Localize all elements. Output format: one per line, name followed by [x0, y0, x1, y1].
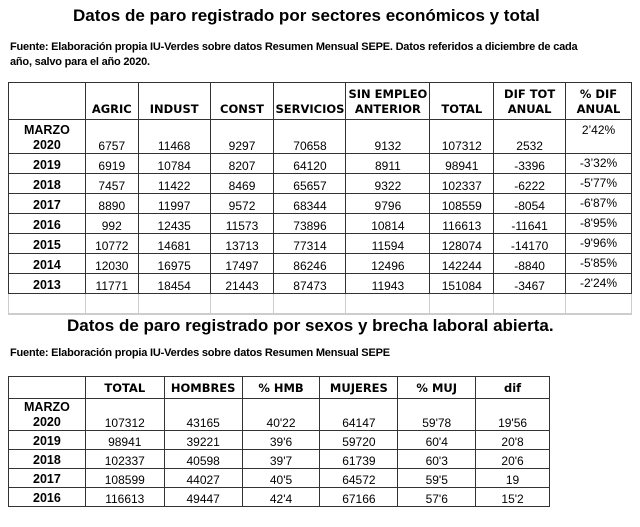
gender-table	[8, 376, 550, 507]
table-row	[9, 214, 632, 234]
cell-mujeres: 67166	[320, 488, 398, 507]
cell-dif: 20'8	[476, 431, 550, 450]
header-pct-dif: % DIF ANUAL	[566, 83, 632, 120]
empty-cell	[346, 294, 430, 314]
empty-cell	[274, 294, 346, 314]
gender-title: Datos de paro registrado por sexos y brecha laboral abierta.	[67, 316, 554, 335]
cell-pct-hmb: 40'5	[242, 469, 320, 488]
sectors-table	[8, 82, 632, 315]
cell-pct-dif: -5'85%	[566, 254, 632, 274]
table-row	[9, 274, 632, 294]
cell-const: 9297	[210, 120, 274, 154]
cell-hombres: 49447	[164, 488, 242, 507]
cell-indust: 11422	[138, 174, 210, 194]
table-row	[9, 154, 632, 174]
cell-hombres: 44027	[164, 469, 242, 488]
cell-hombres: 43165	[164, 399, 242, 431]
cell-agric: 10772	[85, 234, 138, 254]
cell-const: 13713	[210, 234, 274, 254]
cell-servicios: 70658	[274, 120, 346, 154]
cell-indust: 11997	[138, 194, 210, 214]
row-year: 2016	[9, 214, 86, 234]
cell-dif-tot: 2532	[494, 120, 566, 154]
cell-pct-muj: 59'5	[398, 469, 476, 488]
cell-servicios: 73896	[274, 214, 346, 234]
cell-pct-hmb: 39'7	[242, 450, 320, 469]
cell-pct-muj: 60'4	[398, 431, 476, 450]
table-row	[9, 120, 632, 154]
cell-mujeres: 64572	[320, 469, 398, 488]
cell-dif-tot: -3467	[494, 274, 566, 294]
cell-servicios: 87473	[274, 274, 346, 294]
cell-sin-empleo: 8911	[346, 154, 430, 174]
cell-total: 116613	[430, 214, 494, 234]
header-empty	[9, 377, 86, 399]
cell-pct-muj: 57'6	[398, 488, 476, 507]
empty-cell	[494, 294, 566, 314]
cell-const: 9572	[210, 194, 274, 214]
row-year: 2013	[9, 274, 86, 294]
cell-pct-hmb: 39'6	[242, 431, 320, 450]
header-total: TOTAL	[430, 83, 494, 120]
sectors-title: Datos de paro registrado por sectores económicos y total	[73, 6, 540, 25]
cell-mujeres: 59720	[320, 431, 398, 450]
cell-total: 142244	[430, 254, 494, 274]
header-dif: dif	[476, 377, 550, 399]
header-const: CONST	[210, 83, 274, 120]
cell-agric: 8890	[85, 194, 138, 214]
cell-indust: 11468	[138, 120, 210, 154]
cell-agric: 992	[85, 214, 138, 234]
cell-agric: 11771	[85, 274, 138, 294]
cell-indust: 16975	[138, 254, 210, 274]
empty-cell	[85, 294, 138, 314]
cell-pct-dif: -5'77%	[566, 174, 632, 194]
table-row	[9, 399, 550, 431]
empty-cell	[430, 294, 494, 314]
cell-pct-hmb: 40'22	[242, 399, 320, 431]
cell-indust: 18454	[138, 274, 210, 294]
cell-agric: 6757	[85, 120, 138, 154]
cell-const: 8469	[210, 174, 274, 194]
cell-const: 17497	[210, 254, 274, 274]
cell-dif-tot: -8840	[494, 254, 566, 274]
cell-sin-empleo: 9132	[346, 120, 430, 154]
cell-dif-tot: -14170	[494, 234, 566, 254]
row-year: 2015	[9, 234, 86, 254]
cell-hombres: 39221	[164, 431, 242, 450]
cell-sin-empleo: 12496	[346, 254, 430, 274]
header-dif-tot: DIF TOT ANUAL	[494, 83, 566, 120]
table-row	[9, 194, 632, 214]
empty-row	[9, 294, 632, 314]
cell-pct-dif: -8'95%	[566, 214, 632, 234]
empty-cell	[210, 294, 274, 314]
cell-total: 102337	[85, 450, 164, 469]
empty-cell	[566, 294, 632, 314]
cell-pct-dif: -9'96%	[566, 234, 632, 254]
table-row	[9, 469, 550, 488]
header-hombres: HOMBRES	[164, 377, 242, 399]
cell-servicios: 77314	[274, 234, 346, 254]
table-header-row	[9, 83, 632, 120]
cell-dif: 20'6	[476, 450, 550, 469]
cell-total: 98941	[430, 154, 494, 174]
table-row	[9, 254, 632, 274]
cell-indust: 10784	[138, 154, 210, 174]
row-year: 2016	[9, 488, 86, 507]
cell-servicios: 64120	[274, 154, 346, 174]
cell-sin-empleo: 11943	[346, 274, 430, 294]
row-year: MARZO 2020	[9, 120, 86, 154]
row-year: 2018	[9, 174, 86, 194]
header-total: TOTAL	[85, 377, 164, 399]
cell-servicios: 65657	[274, 174, 346, 194]
cell-dif: 19'56	[476, 399, 550, 431]
cell-dif: 15'2	[476, 488, 550, 507]
row-year: 2019	[9, 154, 86, 174]
cell-hombres: 40598	[164, 450, 242, 469]
row-year: 2017	[9, 194, 86, 214]
cell-agric: 12030	[85, 254, 138, 274]
cell-const: 21443	[210, 274, 274, 294]
header-empty	[9, 83, 86, 120]
cell-dif-tot: -6222	[494, 174, 566, 194]
table-row	[9, 450, 550, 469]
table-row	[9, 488, 550, 507]
cell-dif-tot: -11641	[494, 214, 566, 234]
cell-pct-dif: -6'87%	[566, 194, 632, 214]
cell-servicios: 68344	[274, 194, 346, 214]
cell-const: 11573	[210, 214, 274, 234]
cell-dif-tot: -8054	[494, 194, 566, 214]
cell-total: 98941	[85, 431, 164, 450]
cell-const: 8207	[210, 154, 274, 174]
cell-total: 108599	[85, 469, 164, 488]
cell-servicios: 86246	[274, 254, 346, 274]
cell-mujeres: 64147	[320, 399, 398, 431]
table-row	[9, 431, 550, 450]
empty-cell	[9, 294, 86, 314]
cell-total: 116613	[85, 488, 164, 507]
cell-pct-hmb: 42'4	[242, 488, 320, 507]
cell-indust: 12435	[138, 214, 210, 234]
cell-total: 151084	[430, 274, 494, 294]
cell-pct-dif: -2'24%	[566, 274, 632, 294]
header-mujeres: MUJERES	[320, 377, 398, 399]
cell-indust: 14681	[138, 234, 210, 254]
header-agric: AGRIC	[85, 83, 138, 120]
cell-agric: 7457	[85, 174, 138, 194]
cell-dif-tot: -3396	[494, 154, 566, 174]
cell-total: 108559	[430, 194, 494, 214]
cell-pct-dif: 2’42%	[566, 120, 632, 154]
table-header-row	[9, 377, 550, 399]
row-year: 2014	[9, 254, 86, 274]
cell-agric: 6919	[85, 154, 138, 174]
sectors-source-note: Fuente: Elaboración propia IU-Verdes sobre datos Resumen Mensual SEPE. Datos referidos a diciembre de cada año, salvo para el año 2020.	[10, 41, 578, 68]
cell-sin-empleo: 9796	[346, 194, 430, 214]
table-row	[9, 174, 632, 194]
cell-mujeres: 61739	[320, 450, 398, 469]
cell-sin-empleo: 9322	[346, 174, 430, 194]
cell-sin-empleo: 10814	[346, 214, 430, 234]
row-year: 2019	[9, 431, 86, 450]
cell-total: 107312	[430, 120, 494, 154]
cell-total: 128074	[430, 234, 494, 254]
header-pct-muj: % MUJ	[398, 377, 476, 399]
gender-source-note: Fuente: Elaboración propia IU-Verdes sobre datos Resumen Mensual SEPE	[10, 347, 390, 359]
header-pct-hmb: % HMB	[242, 377, 320, 399]
empty-cell	[138, 294, 210, 314]
cell-total: 107312	[85, 399, 164, 431]
cell-pct-dif: -3’32%	[566, 154, 632, 174]
cell-total: 102337	[430, 174, 494, 194]
header-sin-empleo: SIN EMPLEO ANTERIOR	[346, 83, 430, 120]
cell-sin-empleo: 11594	[346, 234, 430, 254]
row-year: MARZO 2020	[9, 399, 86, 431]
cell-pct-muj: 60'3	[398, 450, 476, 469]
row-year: 2017	[9, 469, 86, 488]
header-indust: INDUST	[138, 83, 210, 120]
header-servicios: SERVICIOS	[274, 83, 346, 120]
cell-pct-muj: 59'78	[398, 399, 476, 431]
table-row	[9, 234, 632, 254]
row-year: 2018	[9, 450, 86, 469]
cell-dif: 19	[476, 469, 550, 488]
